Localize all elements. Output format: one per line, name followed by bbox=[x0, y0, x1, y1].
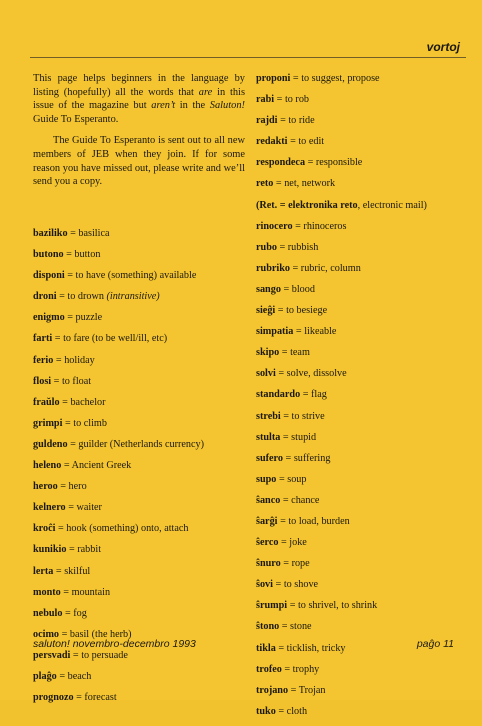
english-definition: = chance bbox=[280, 494, 320, 506]
english-definition: = flag bbox=[300, 389, 327, 401]
esperanto-word: disponi bbox=[33, 270, 65, 282]
esperanto-word: (Ret. = elektronika reto bbox=[256, 199, 358, 211]
english-definition: = to shove bbox=[272, 579, 319, 591]
esperanto-word: rubriko bbox=[256, 262, 290, 274]
section-title: vortoj bbox=[426, 40, 460, 54]
esperanto-word: kunikio bbox=[33, 544, 67, 556]
esperanto-word: tikla bbox=[256, 642, 276, 654]
esperanto-word: ŝnuro bbox=[256, 558, 281, 570]
intro-text: in the bbox=[175, 100, 210, 112]
esperanto-word: rubo bbox=[256, 241, 277, 253]
vocab-entry bbox=[33, 670, 253, 684]
esperanto-word: grimpi bbox=[33, 417, 63, 429]
english-definition: , electronic mail) bbox=[357, 199, 427, 211]
english-definition: = cloth bbox=[275, 705, 308, 717]
vocab-entry bbox=[33, 290, 253, 304]
english-definition: = to load, burden bbox=[277, 515, 350, 527]
esperanto-word: prognozo bbox=[33, 692, 74, 704]
vocab-entry bbox=[256, 304, 466, 318]
esperanto-word: nebulo bbox=[33, 607, 63, 619]
vocab-entry bbox=[33, 480, 253, 494]
vocab-entry bbox=[256, 177, 466, 191]
esperanto-word: trofeo bbox=[256, 663, 282, 675]
vocab-entry bbox=[256, 536, 466, 550]
vocab-entry bbox=[256, 452, 466, 466]
vocab-entry bbox=[33, 459, 253, 473]
esperanto-word: ŝovi bbox=[256, 579, 273, 591]
vocab-entry bbox=[33, 543, 253, 557]
intro-text: This page helps beginners in the language by listing (hopefully) all the words that bbox=[33, 73, 245, 98]
vocab-entry bbox=[256, 578, 466, 592]
esperanto-word: ocimo bbox=[33, 628, 60, 640]
esperanto-word: butono bbox=[33, 249, 64, 261]
english-definition: = to suggest, propose bbox=[290, 73, 380, 84]
english-definition: = fog bbox=[62, 607, 87, 619]
english-definition: = joke bbox=[278, 537, 307, 549]
vocab-entry bbox=[256, 410, 466, 424]
english-definition: = to have (something) available bbox=[64, 270, 197, 282]
vocab-entry bbox=[256, 135, 466, 149]
esperanto-word: sango bbox=[256, 283, 281, 295]
vocab-entry bbox=[256, 156, 466, 170]
esperanto-word: lerta bbox=[33, 565, 54, 577]
esperanto-word: kroĉi bbox=[33, 523, 56, 535]
page-number: paĝo 11 bbox=[416, 638, 454, 650]
vocab-entry bbox=[256, 431, 466, 445]
esperanto-word: ŝrumpi bbox=[256, 600, 288, 612]
esperanto-word: reto bbox=[256, 178, 274, 190]
english-definition: = blood bbox=[280, 283, 315, 295]
vocab-entry bbox=[256, 620, 466, 634]
english-definition: = guilder (Netherlands currency) bbox=[67, 438, 204, 450]
esperanto-word: simpatia bbox=[256, 326, 294, 338]
english-definition: = waiter bbox=[65, 502, 102, 514]
footer-magazine: saluton! bbox=[33, 638, 70, 650]
esperanto-word: supo bbox=[256, 473, 277, 485]
vocab-entry bbox=[256, 72, 466, 86]
english-definition: = basil (the herb) bbox=[59, 628, 132, 640]
vocab-entry bbox=[33, 522, 253, 536]
vocab-entry bbox=[33, 501, 253, 515]
english-definition: = Trojan bbox=[288, 684, 326, 696]
vocab-entry bbox=[256, 283, 466, 297]
intro-paragraph-2: The Guide To Esperanto is sent out to all new members of JEB when they join. If for some reason you have missed out, please write and we’ll send you a copy. bbox=[33, 135, 245, 188]
esperanto-word: heleno bbox=[33, 460, 62, 472]
english-definition: = stone bbox=[279, 621, 312, 633]
footer-date: novembro-decembro 1993 bbox=[69, 638, 196, 650]
english-definition: = soup bbox=[276, 473, 307, 485]
vocab-entry bbox=[256, 199, 466, 213]
vocab-entry bbox=[33, 311, 253, 325]
esperanto-word: rajdi bbox=[256, 115, 278, 127]
english-definition: = forecast bbox=[73, 692, 117, 704]
esperanto-word: guldeno bbox=[33, 438, 68, 450]
vocab-entry bbox=[33, 227, 253, 241]
english-definition: = to besiege bbox=[275, 305, 328, 317]
esperanto-word: plaĝo bbox=[33, 670, 57, 682]
vocab-entry bbox=[33, 691, 253, 705]
vocab-entry bbox=[256, 705, 466, 719]
esperanto-word: monto bbox=[33, 586, 61, 598]
english-definition: = net, network bbox=[273, 178, 336, 190]
esperanto-word: sieĝi bbox=[256, 305, 276, 317]
vocab-entry bbox=[256, 262, 466, 276]
english-definition: = beach bbox=[56, 670, 92, 682]
english-definition: = trophy bbox=[281, 663, 320, 675]
esperanto-word: farti bbox=[33, 333, 53, 345]
english-definition: = team bbox=[279, 347, 310, 359]
english-definition: = likeable bbox=[293, 326, 337, 338]
emphasis-are: are bbox=[198, 86, 213, 98]
english-definition: = Ancient Greek bbox=[61, 460, 132, 472]
esperanto-word: droni bbox=[33, 291, 57, 303]
vocab-entry bbox=[256, 241, 466, 255]
vocab-entry bbox=[33, 417, 253, 431]
intro-paragraph-1 bbox=[33, 72, 245, 126]
english-definition: = button bbox=[63, 249, 101, 261]
esperanto-word: ferio bbox=[33, 354, 54, 366]
vocab-entry bbox=[256, 515, 466, 529]
intro-text: in this issue of the magazine but bbox=[33, 86, 245, 112]
english-definition: = rubbish bbox=[276, 241, 319, 253]
esperanto-word: skipo bbox=[256, 347, 280, 359]
english-definition: = ticklish, tricky bbox=[275, 642, 346, 654]
esperanto-word: standardo bbox=[256, 389, 301, 401]
vocab-entry bbox=[33, 607, 253, 621]
esperanto-word: rinocero bbox=[256, 220, 293, 232]
esperanto-word: sufero bbox=[256, 452, 283, 464]
english-definition: = rhinoceros bbox=[292, 220, 347, 232]
esperanto-word: ŝtono bbox=[256, 621, 280, 633]
english-definition: = holiday bbox=[53, 354, 95, 366]
esperanto-word: redakti bbox=[256, 136, 288, 148]
english-definition: = to persuade bbox=[70, 649, 128, 661]
english-definition: = puzzle bbox=[64, 312, 103, 324]
english-definition: = to edit bbox=[287, 136, 325, 148]
english-definition: = to climb bbox=[62, 417, 107, 429]
english-definition: = mountain bbox=[60, 586, 111, 598]
vocab-entry bbox=[256, 346, 466, 360]
esperanto-word: solvi bbox=[256, 368, 276, 380]
esperanto-word: respondeca bbox=[256, 157, 306, 169]
esperanto-word: fraŭlo bbox=[33, 396, 60, 408]
vocab-entry bbox=[256, 325, 466, 339]
vocab-entry bbox=[256, 494, 466, 508]
vocab-entry bbox=[33, 586, 253, 600]
esperanto-word: trojano bbox=[256, 684, 289, 696]
english-definition: = to shrivel, to shrink bbox=[287, 600, 378, 612]
english-definition: = solve, dissolve bbox=[275, 368, 347, 380]
definition-note: (intransitive) bbox=[106, 291, 160, 303]
esperanto-word: strebi bbox=[256, 410, 281, 422]
esperanto-word: proponi bbox=[256, 73, 291, 84]
english-definition: = rabbit bbox=[66, 544, 102, 556]
footer-issue bbox=[33, 638, 196, 650]
vocab-entry bbox=[33, 269, 253, 283]
esperanto-word: flosi bbox=[33, 375, 52, 387]
intro-column bbox=[33, 72, 245, 197]
magazine-name: Saluton! bbox=[209, 100, 245, 112]
vocab-entry bbox=[256, 599, 466, 613]
english-definition: = hero bbox=[57, 481, 87, 493]
vocab-entry bbox=[256, 473, 466, 487]
english-definition: = skilful bbox=[53, 565, 91, 577]
vocab-entry bbox=[256, 367, 466, 381]
esperanto-word: heroo bbox=[33, 481, 58, 493]
header-rule bbox=[30, 57, 466, 58]
intro-text: Guide To Esperanto. bbox=[33, 113, 119, 125]
esperanto-word: baziliko bbox=[33, 228, 68, 239]
vocab-entry bbox=[33, 396, 253, 410]
english-definition: = to float bbox=[51, 375, 92, 387]
vocab-entry bbox=[256, 684, 466, 698]
esperanto-word: ŝanco bbox=[256, 494, 281, 506]
english-definition: = rope bbox=[280, 558, 310, 570]
vocab-entry bbox=[33, 565, 253, 579]
vocab-entry bbox=[33, 375, 253, 389]
english-definition: = suffering bbox=[282, 452, 331, 464]
english-definition: = to ride bbox=[277, 115, 315, 127]
english-definition: = basilica bbox=[67, 228, 110, 239]
esperanto-word: rabi bbox=[256, 94, 275, 106]
english-definition: = to rob bbox=[274, 94, 310, 106]
english-definition: = to strive bbox=[280, 410, 325, 422]
vocab-entry bbox=[33, 248, 253, 262]
english-definition: = bachelor bbox=[59, 396, 106, 408]
vocab-entry bbox=[256, 557, 466, 571]
esperanto-word: kelnero bbox=[33, 502, 66, 514]
vocab-entry bbox=[256, 220, 466, 234]
esperanto-word: persvadi bbox=[33, 649, 71, 661]
vocab-entry bbox=[33, 649, 253, 663]
esperanto-word: stulta bbox=[256, 431, 281, 443]
vocab-entry bbox=[33, 332, 253, 346]
english-definition: = hook (something) onto, attach bbox=[55, 523, 189, 535]
esperanto-word: ŝarĝi bbox=[256, 515, 278, 527]
vocabulary-list-right bbox=[256, 72, 466, 726]
esperanto-word: enigmo bbox=[33, 312, 65, 324]
esperanto-word: ŝerco bbox=[256, 537, 279, 549]
vocab-entry bbox=[256, 663, 466, 677]
english-definition: = responsible bbox=[305, 157, 363, 169]
emphasis-arent: aren’t bbox=[151, 100, 176, 112]
vocab-entry bbox=[33, 354, 253, 368]
english-definition: = to drown bbox=[56, 291, 107, 303]
esperanto-word: tuko bbox=[256, 705, 276, 717]
english-definition: = stupid bbox=[280, 431, 317, 443]
vocab-entry bbox=[256, 388, 466, 402]
vocab-entry bbox=[33, 438, 253, 452]
english-definition: = to fare (to be well/ill, etc) bbox=[52, 333, 168, 345]
english-definition: = rubric, column bbox=[289, 262, 361, 274]
vocab-entry bbox=[256, 114, 466, 128]
vocab-entry bbox=[256, 93, 466, 107]
